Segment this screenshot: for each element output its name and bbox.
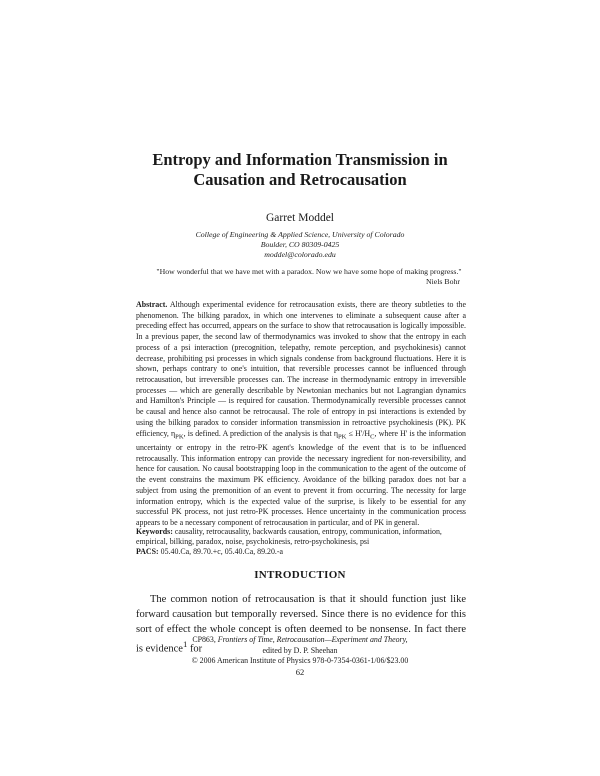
pacs-label: PACS: xyxy=(136,547,159,556)
page-number: 62 xyxy=(295,667,305,677)
publication-footer xyxy=(0,635,600,667)
abstract-text-4: , where H' is the information uncertainty or entropy in the retro-PK agent's knowledge of the event that is to be influenced retrocausally. This information entropy can provide the necessary ingredient for non-reversibility, and hence for causation. No causal bootstrapping loop in the communication to the agent of the outcome of the event constrains the maximum PK efficiency. Avoidance of the bilking paradox does not bar a subject from using the premonition of an event to prevent it from occurring. The necessity for large information entropy, which is the expected value of the surprise, is likely to be essential for any successful PK process, not just retro-PK processes. Hence uncertainty in the communication process appears to be a necessary component of retrocausation in particular, and of PK in general. xyxy=(136,428,466,527)
intro-footnote-ref: 1 xyxy=(182,639,188,649)
abstract-label: Abstract. xyxy=(136,300,168,309)
title-line-1: Entropy and Information Transmission in xyxy=(152,150,448,169)
epigraph-source: Niels Bohr xyxy=(425,277,460,286)
keywords-label: Keywords: xyxy=(136,527,173,536)
abstract xyxy=(136,300,466,529)
epigraph-quote: "How wonderful that we have met with a paradox. Now we have some hope of making progress." xyxy=(156,267,462,276)
intro-text-end: for xyxy=(187,643,203,655)
paper-title xyxy=(0,150,600,190)
affiliation xyxy=(0,230,600,260)
epigraph xyxy=(150,267,468,287)
footer-book: Frontiers of Time, Retrocausation—Experiment and Theory, xyxy=(217,635,408,644)
abstract-text-3: ≤ H'/H xyxy=(346,428,371,438)
pacs-text: 05.40.Ca, 89.70.+c, 05.40.Ca, 89.20.-a xyxy=(160,547,283,556)
section-heading: INTRODUCTION xyxy=(254,569,346,581)
abstract-h-sub: C xyxy=(370,433,375,441)
abstract-text-1: Although experimental evidence for retrocausation exists, there are theory subtleties to the phenomenon. The bilking paradox, in which one intervenes to eliminate a subsequent cause after a preceding effect has occurred, appears on the surface to show that retrocausation is logically impossible. In a previous paper, the second law of thermodynamics was invoked to show that the entropy in each process of a psi interaction (precognition, telepathy, remote perception, and psychokinesis) cannot decrease, prohibiting psi processes in which signals condense from background fluctuations. Here it is shown, perhaps contrary to one's intuition, that reversible processes cannot be influenced through retrocausation, but irreversible processes can. The increase in thermodynamic entropy in irreversible processes — which are generally describable by Newtonian mechanics but not Lagrangian dynamics and Hamilton's Principle — is required for causation. Thermodynamically reversible processes cannot be causal and hence also cannot be retrocausal. The role of entropy in psi interactions is extended by using the bilking paradox to consider information transmission in retroactive psychokinesis (PK). PK efficiency, η xyxy=(136,300,467,438)
footer-editor: edited by D. P. Sheehan xyxy=(262,645,338,655)
title-line-2: Causation and Retrocausation xyxy=(193,170,407,189)
affiliation-line-1: College of Engineering & Applied Science, University of Colorado xyxy=(195,230,405,239)
affiliation-email: moddel@colorado.edu xyxy=(264,250,336,259)
abstract-eff-sub-2: PK xyxy=(338,433,347,441)
abstract-text-2: , is defined. A prediction of the analysis is that η xyxy=(183,428,338,438)
author-name: Garret Moddel xyxy=(265,212,335,224)
footer-copyright: © 2006 American Institute of Physics 978-0-7354-0361-1/06/$23.00 xyxy=(191,656,409,665)
abstract-eff-sub: PK xyxy=(175,433,184,441)
keywords-text: causality, retrocausality, backwards causation, entropy, communication, information, empirical, bilking, paradox, noise, psychokinesis, retro-psychokinesis, psi xyxy=(136,527,442,546)
footer-cp: CP863, xyxy=(192,635,216,644)
keywords-block xyxy=(136,527,466,557)
affiliation-line-2: Boulder, CO 80309-0425 xyxy=(260,240,340,249)
intro-text: The common notion of retrocausation is that it should function just like forward causation but temporally reversed. Since there is no evidence for this sort of effect the whole concept is often deemed to be nonsense. In fact there is evidence xyxy=(136,594,466,655)
